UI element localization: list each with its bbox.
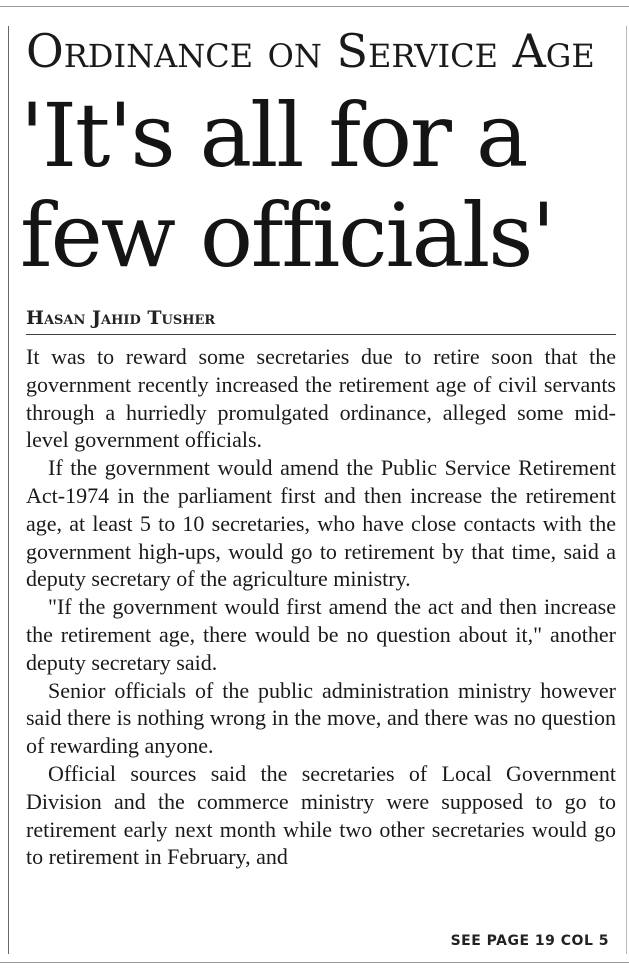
body-paragraph: It was to reward some secretaries due to retire soon that the government recently increased the retirement age of civil servants through a hurriedly promulgated ordinance, alleged some mid-level government officials. [26, 344, 616, 453]
body-paragraph: Senior officials of the public administration ministry however said there is nothing wrong in the move, and there was no question of rewarding anyone. [26, 677, 616, 759]
headline-line-1: 'It's all for a [20, 84, 527, 187]
article-byline: Hasan Jahid Tusher [26, 307, 216, 329]
column-rule-right [626, 26, 627, 954]
article-kicker: Ordinance on Service Age [26, 24, 595, 78]
frame-top-border [0, 6, 629, 7]
article-headline [20, 86, 620, 286]
continued-on-page-link[interactable]: SEE PAGE 19 COL 5 [450, 933, 609, 949]
body-paragraph: If the government would amend the Public Service Retirement Act-1974 in the parliament first and then increase the retirement age, at least 5 to 10 secretaries, who have close contacts with the government high-ups, would go to retirement by that time, said a deputy secretary of the agriculture ministry. [26, 455, 616, 592]
body-paragraph: Official sources said the secretaries of Local Government Division and the commerce ministry were supposed to go to retirement early next month while two other secretaries would go to retirement in February, and [26, 760, 616, 870]
body-paragraph: "If the government would first amend the act and then increase the retirement age, there would be no question about it," another deputy secretary said. [26, 594, 616, 675]
byline-divider [26, 334, 616, 335]
headline-line-2: few officials' [20, 184, 554, 287]
column-rule-left [8, 26, 9, 954]
article-body [26, 343, 616, 871]
frame-bottom-border [0, 962, 629, 963]
